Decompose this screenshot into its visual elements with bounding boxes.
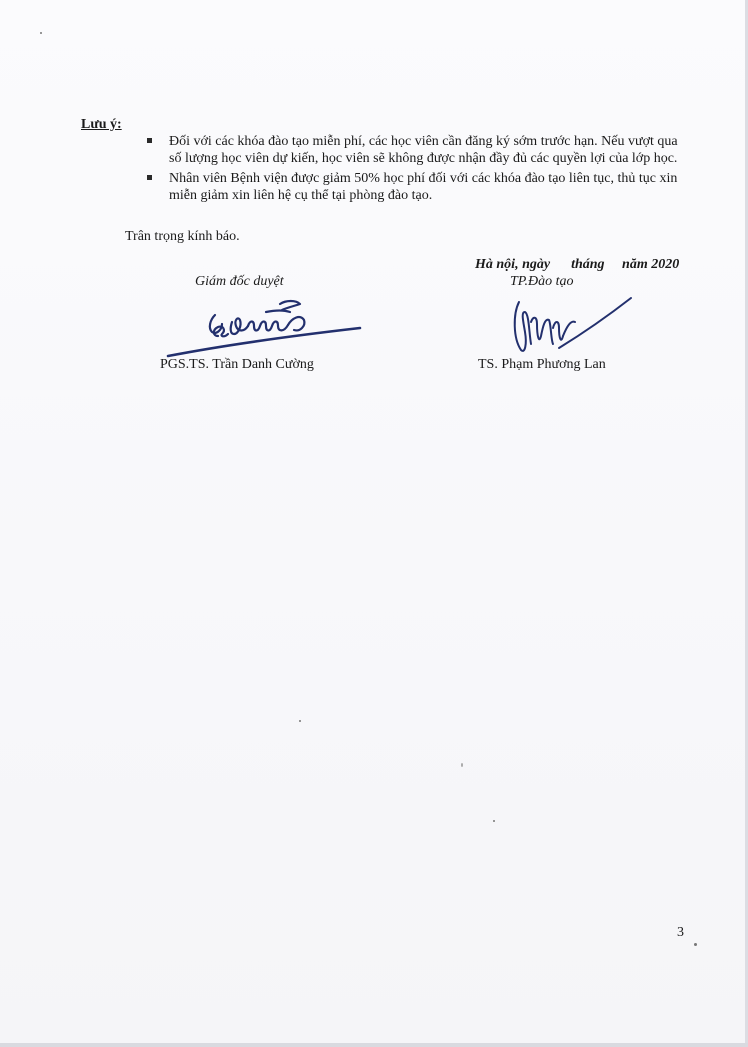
note-item — [147, 170, 692, 204]
scan-speck — [299, 720, 301, 722]
scan-speck — [461, 763, 463, 767]
closing-line: Trân trọng kính báo. — [125, 229, 240, 244]
approver-title: Giám đốc duyệt — [195, 274, 284, 289]
note-label: Lưu ý: — [81, 117, 122, 132]
page-number: 3 — [677, 925, 684, 940]
department-head-title: TP.Đào tạo — [510, 274, 574, 289]
scan-speck — [493, 820, 495, 822]
note-item — [147, 133, 692, 167]
note-list — [147, 133, 692, 207]
date-line: Hà nội, ngày tháng năm 2020 — [475, 257, 680, 272]
approver-signature — [160, 292, 365, 362]
note-item-text: Nhân viên Bệnh viện được giảm 50% học phí đối với các khóa đào tạo liên tục, thủ tục xin miễn giảm xin liên hệ cụ thể tại phòng đào tạo. — [169, 171, 678, 203]
approver-name: PGS.TS. Trần Danh Cường — [160, 357, 314, 372]
department-head-name: TS. Phạm Phương Lan — [478, 357, 606, 372]
scan-speck — [40, 32, 42, 34]
scan-speck — [694, 943, 697, 946]
department-head-signature — [505, 292, 640, 367]
square-bullet-icon — [147, 175, 152, 180]
square-bullet-icon — [147, 138, 152, 143]
note-item-text: Đối với các khóa đào tạo miễn phí, các học viên cần đăng ký sớm trước hạn. Nếu vượt qua số lượng học viên dự kiến, học viên sẽ không được nhận đầy đủ các quyền lợi của lớp học. — [169, 134, 678, 166]
page-edge-bottom — [0, 1043, 748, 1047]
